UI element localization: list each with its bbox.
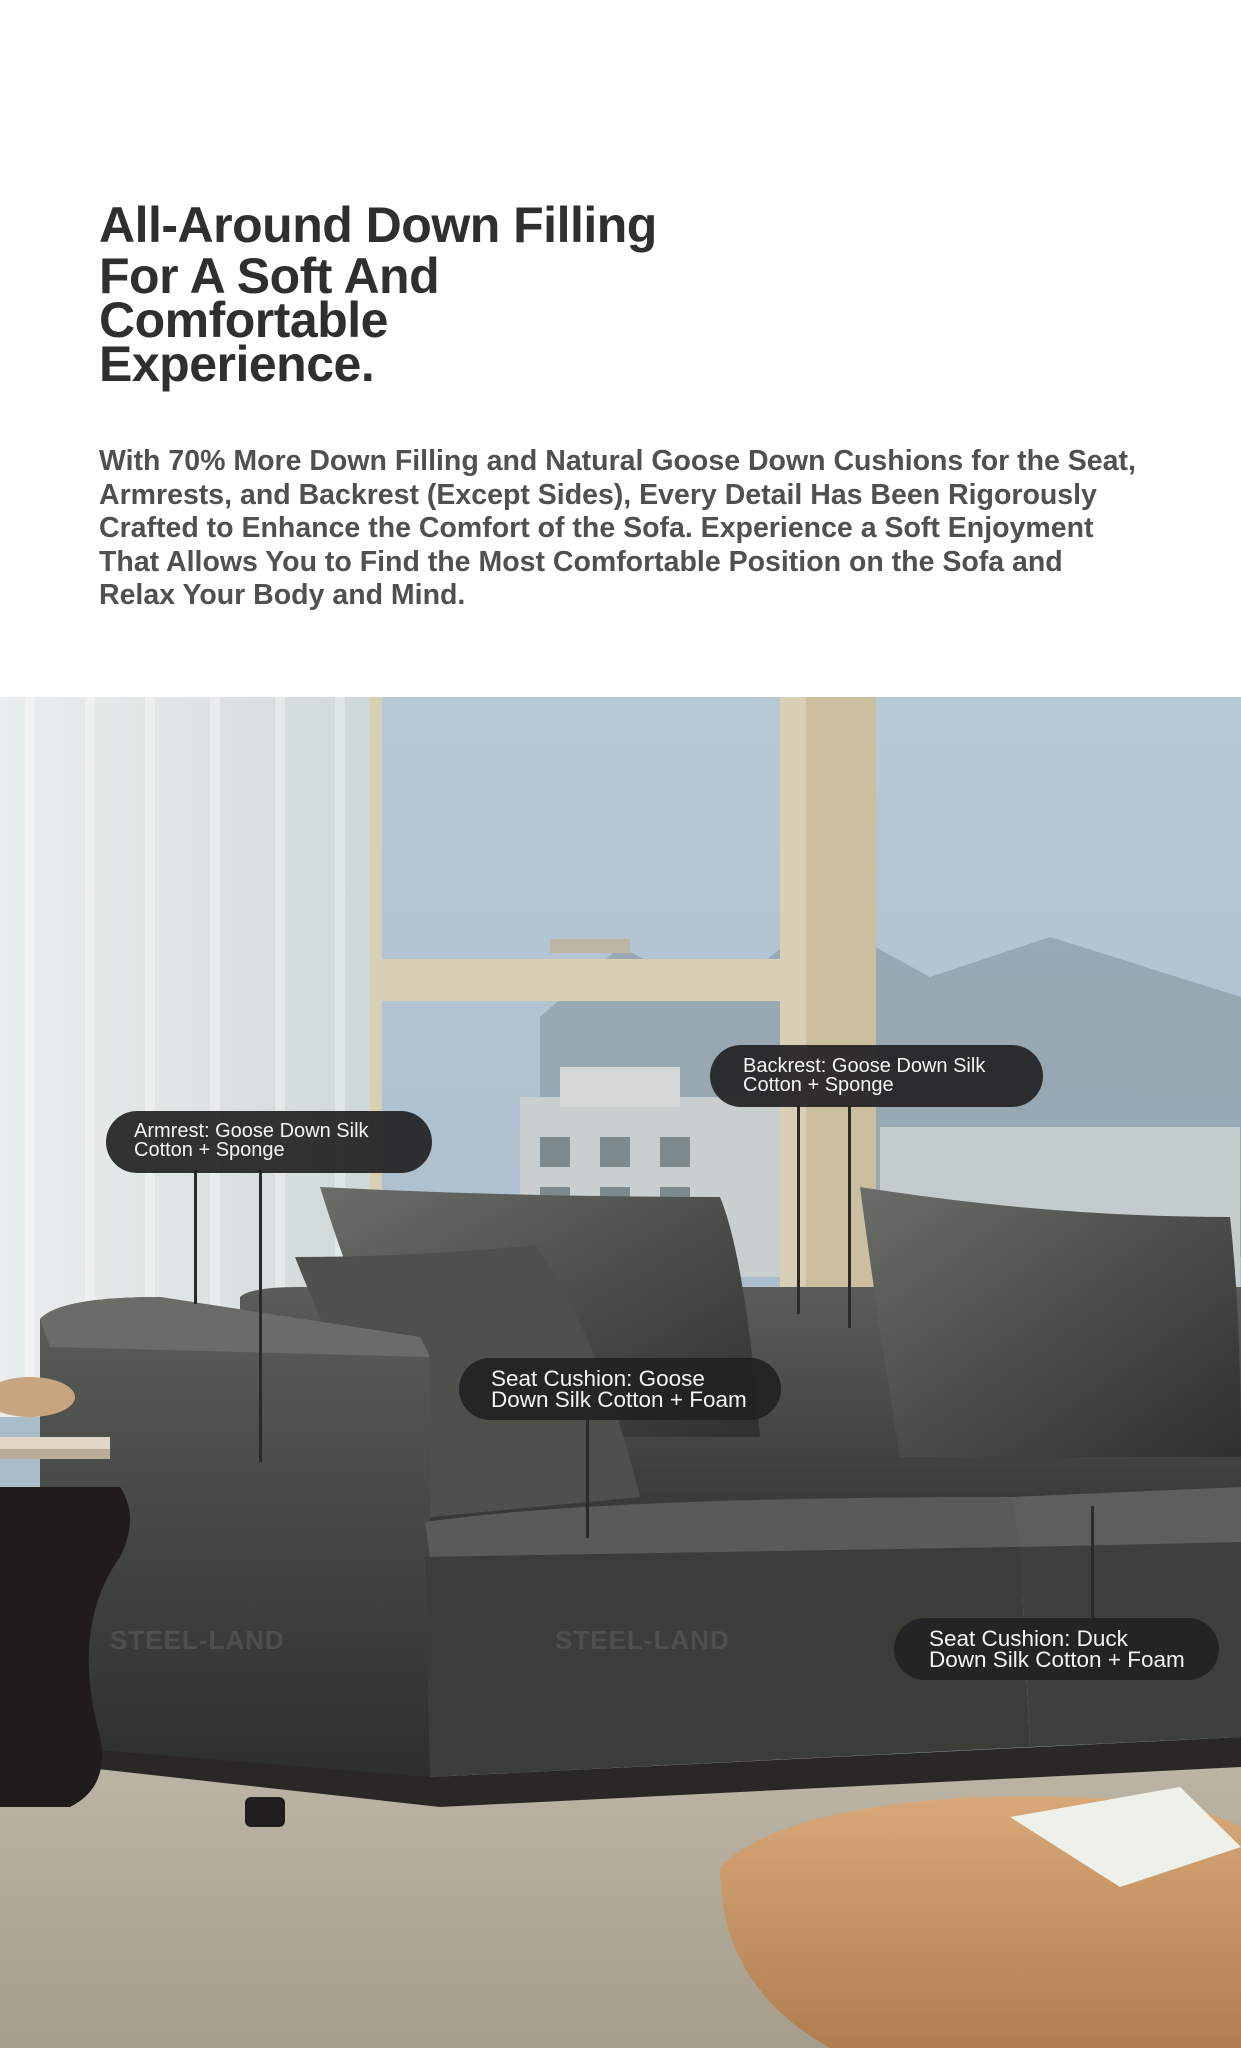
callout-armrest-line-2: Cotton + Sponge [134, 1139, 285, 1161]
backrest-leader-line-1 [797, 1106, 800, 1314]
callout-backrest [710, 1045, 1043, 1107]
armrest-leader-line-1 [194, 1170, 197, 1304]
description-paragraph: With 70% More Down Filling and Natural Goose Down Cushions for the Seat, Armrests, and Backrest (Except Sides), Every Detail Has Been Rigorously Crafted to Enhance the Comfort of the Sofa. Experience a Soft Enjoyment That Allows You to Find the Most Comfortable Position on the Sofa and Relax Your Body and Mind. [99, 445, 1136, 611]
backrest-leader-line-2 [848, 1106, 851, 1328]
callout-seat-goose-line-1: Seat Cushion: Goose [491, 1366, 705, 1391]
callout-seat-goose-line-2: Down Silk Cotton + Foam [491, 1387, 747, 1412]
headline-line-2: For A Soft And Comfortable Experience. [99, 248, 440, 392]
seat-duck-leader-line [1091, 1506, 1094, 1618]
headline-line-1: All-Around Down Filling [99, 197, 657, 253]
callout-seat-duck [894, 1618, 1219, 1680]
watermark-center: STEEL-LAND [555, 1625, 730, 1655]
armrest-leader-line-2 [259, 1170, 262, 1462]
callout-backrest-line-1: Backrest: Goose Down Silk [743, 1055, 986, 1077]
callout-seat-duck-line-1: Seat Cushion: Duck [929, 1626, 1128, 1651]
headline [99, 196, 679, 392]
callout-seat-duck-line-2: Down Silk Cotton + Foam [929, 1647, 1185, 1672]
watermark-left: STEEL-LAND [110, 1625, 285, 1655]
callout-backrest-line-2: Cotton + Sponge [743, 1074, 894, 1096]
callout-armrest-line-1: Armrest: Goose Down Silk [134, 1120, 369, 1142]
callout-armrest [106, 1111, 432, 1173]
callout-seat-goose [459, 1358, 781, 1420]
seat-goose-leader-line [586, 1418, 589, 1538]
